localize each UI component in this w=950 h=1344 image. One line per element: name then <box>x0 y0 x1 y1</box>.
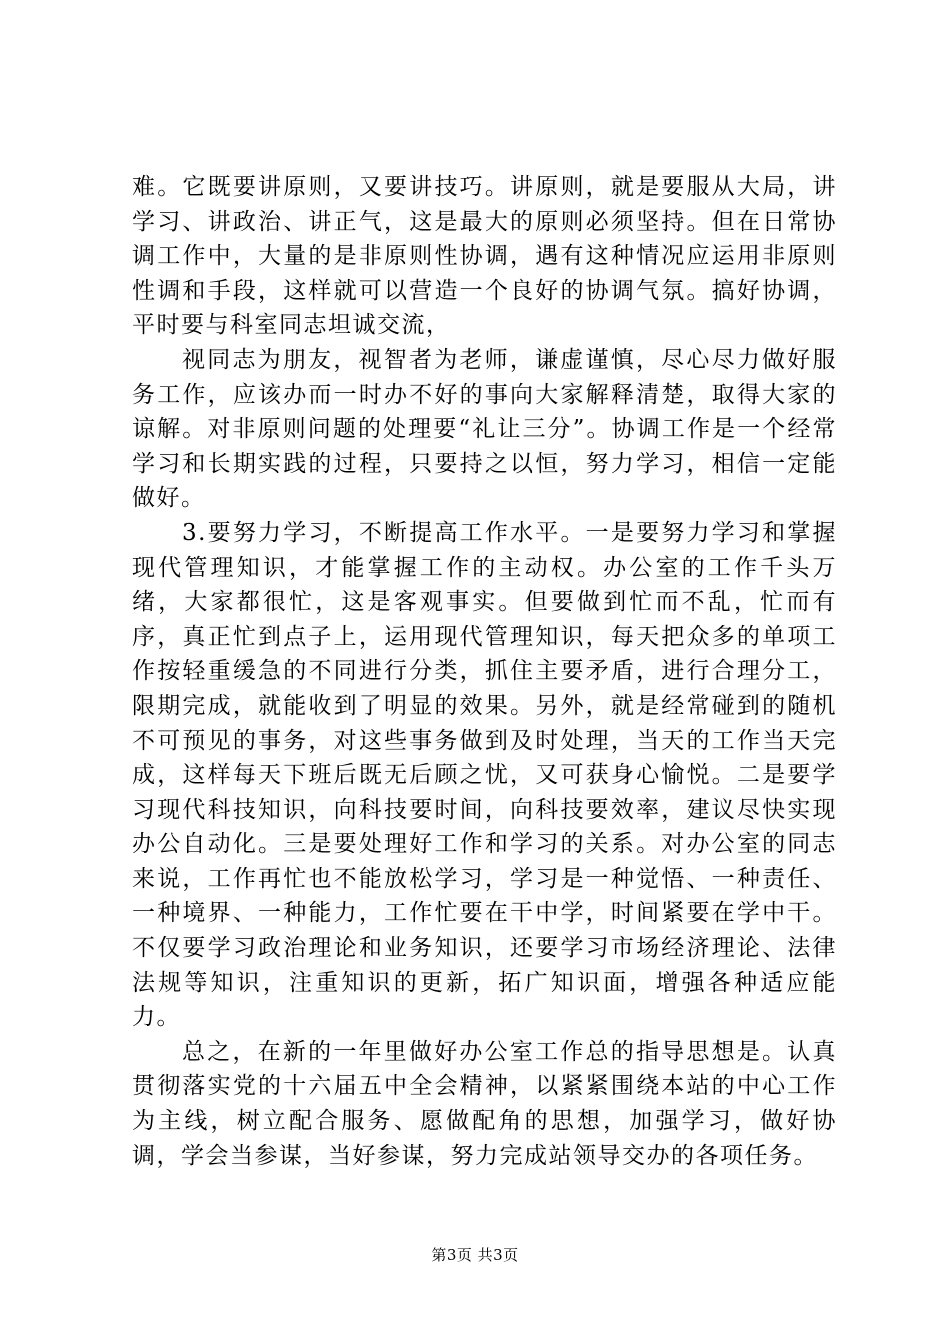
paragraph-study: 3.要努力学习，不断提高工作水平。一是要努力学习和掌握现代管理知识，才能掌握工作的主动权。办公室的工作千头万绪，大家都很忙，这是客观事实。但要做到忙而不乱，忙而有序，真正忙到点子上，运用现代管理知识，每天把众多的单项工作按轻重缓急的不同进行分类，抓住主要矛盾，进行合理分工，限期完成，就能收到了明显的效果。另外，就是经常碰到的随机不可预见的事务，对这些事务做到及时处理，当天的工作当天完成，这样每天下班后既无后顾之忧，又可获身心愉悦。二是要学习现代科技知识，向科技要时间，向科技要效率，建议尽快实现办公自动化。三是要处理好工作和学习的关系。对办公室的同志来说，工作再忙也不能放松学习，学习是一种觉悟、一种责任、一种境界、一种能力，工作忙要在干中学，时间紧要在学中干。不仅要学习政治理论和业务知识，还要学习市场经济理论、法律法规等知识，注重知识的更新，拓广知识面，增强各种适应能力。 <box>132 519 837 1031</box>
paragraph-summary: 总之，在新的一年里做好办公室工作总的指导思想是。认真贯彻落实党的十六届五中全会精神，以紧紧围绕本站的中心工作为主线，树立配合服务、愿做配角的思想，加强学习，做好协调，学会当参谋，当好参谋，努力完成站领导交办的各项任务。 <box>132 1038 837 1169</box>
paragraph-continuation: 难。它既要讲原则，又要讲技巧。讲原则，就是要服从大局，讲学习、讲政治、讲正气，这是最大的原则必须坚持。但在日常协调工作中，大量的是非原则性协调，遇有这种情况应运用非原则性调和手段，这样就可以营造一个良好的协调气氛。搞好协调，平时要与科室同志坦诚交流， <box>132 174 837 339</box>
document-body <box>132 170 837 1173</box>
page-number-footer: 第3页 共3页 <box>431 1246 519 1264</box>
paragraph-colleagues: 视同志为朋友，视智者为老师，谦虚谨慎，尽心尽力做好服务工作，应该办而一时办不好的事向大家解释清楚，取得大家的谅解。对非原则问题的处理要“礼让三分”。协调工作是一个经常学习和长期实践的过程，只要持之以恒，努力学习，相信一定能做好。 <box>132 346 837 512</box>
